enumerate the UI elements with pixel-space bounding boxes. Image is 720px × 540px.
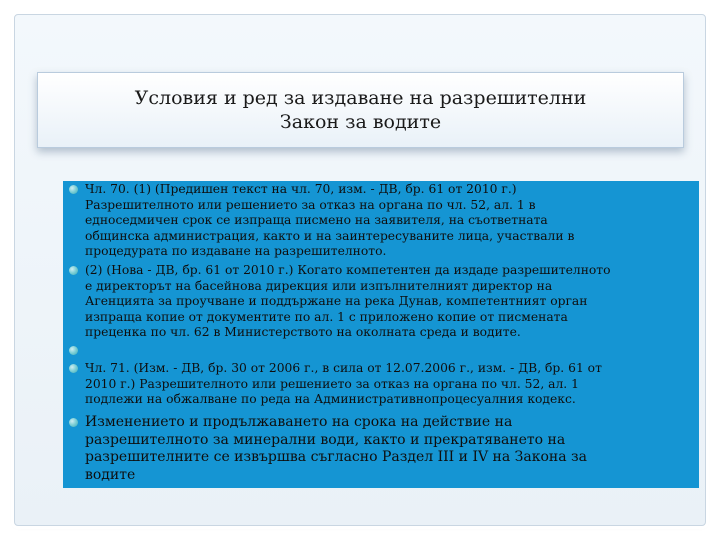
text-line: подлежи на обжалване по реда на Административнопроцесуалния кодекс. (85, 392, 576, 407)
title-line-2: Закон за водите (279, 111, 442, 133)
list-item (85, 182, 689, 260)
list-item (85, 263, 689, 341)
text-line: Изменението и продължаването на срока на действие на (85, 414, 513, 430)
text-line: изпраща копие от документите по ал. 1 с приложено копие от писмената (85, 309, 568, 324)
text-line: е директорът на басейнова дирекция или изпълнителният директор на (85, 278, 553, 293)
bullet-marker-icon (69, 418, 78, 427)
text-line: водите (85, 466, 136, 483)
text-line: общинска администрация, както и на заинтересуваните лица, участвали в (85, 228, 575, 243)
text-line: Агенцията за проучване и поддържане на река Дунав, компетентният орган (85, 294, 588, 309)
text-line: (2) (Нова - ДВ, бр. 61 от 2010 г.) Когато компетентен да издаде разрешителното (85, 263, 611, 277)
list-item (85, 361, 689, 408)
bullet-marker-icon (69, 266, 78, 275)
bullet-marker-icon (69, 364, 78, 373)
text-line: разрешителното за минерални води, както и прекратяването на (85, 431, 566, 448)
text-line: Чл. 71. (Изм. - ДВ, бр. 30 от 2006 г., в сила от 12.07.2006 г., изм. - ДВ, бр. 61 от (85, 361, 602, 375)
title-box (37, 72, 684, 148)
text-line: процедурата по издаване на разрешителното. (85, 244, 387, 259)
list-item (85, 414, 689, 484)
content-box (63, 181, 699, 488)
text-line: 2010 г.) Разрешителното или решението за отказ на органа по чл. 52, ал. 1 (85, 376, 579, 391)
text-line: Разрешителното или решението за отказ на органа по чл. 52, ал. 1 в (85, 197, 536, 212)
bullet-marker-icon (69, 185, 78, 194)
title-line-1: Условия и ред за издаване на разрешителни (134, 87, 587, 109)
text-line: едноседмичен срок се изпраща писмено на заявителя, на съответната (85, 213, 548, 228)
text-line: разрешителните се извършва съгласно Раздел III и IV на Закона за (85, 449, 588, 465)
text-line: преценка по чл. 62 в Министерството на околната среда и водите. (85, 325, 521, 340)
text-line: Чл. 70. (1) (Предишен текст на чл. 70, изм. - ДВ, бр. 61 от 2010 г.) (85, 182, 517, 196)
bullet-marker-icon (69, 346, 78, 355)
